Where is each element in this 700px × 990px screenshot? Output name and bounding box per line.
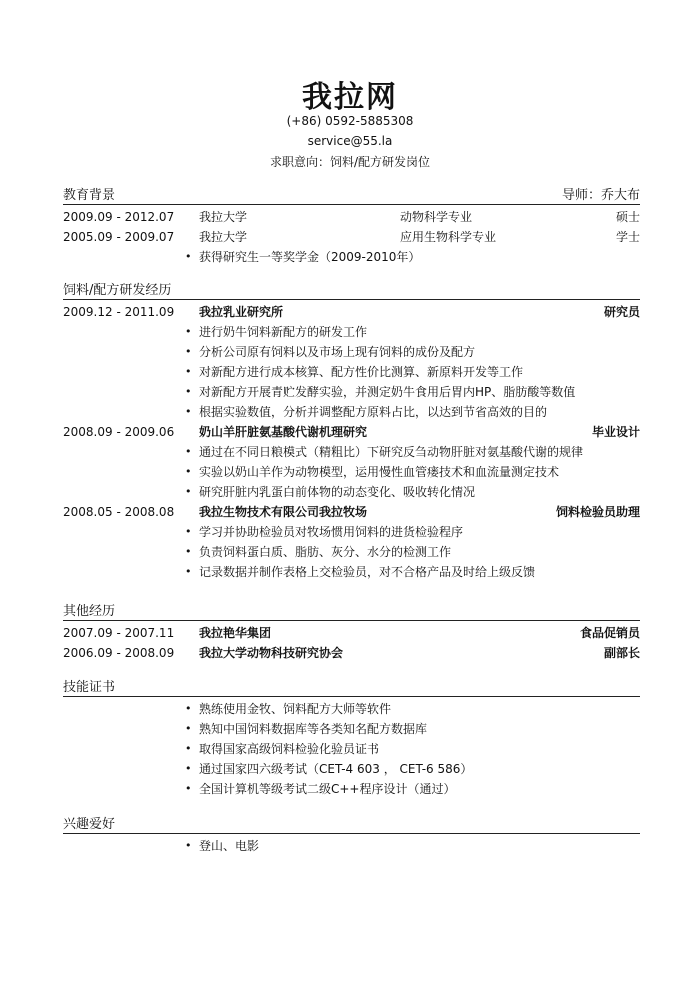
other-date: 2006.09 - 2008.09 <box>63 646 175 660</box>
education-row <box>63 227 640 247</box>
section-title: 技能证书 <box>63 680 116 695</box>
bullet-icon: • <box>185 325 192 338</box>
section-title: 教育背景 <box>63 188 116 203</box>
other-role: 食品促销员 <box>579 626 640 640</box>
resume-name: 我拉网 <box>302 80 398 115</box>
research-entry-heading <box>63 502 640 522</box>
bullet-icon: • <box>185 345 192 358</box>
entry-date: 2008.05 - 2008.08 <box>63 505 175 519</box>
list-item: • 熟知中国饲料数据库等各类知名配方数据库 <box>63 719 640 739</box>
bullet-icon: • <box>185 365 192 378</box>
research-header <box>63 279 640 300</box>
entry-role: 毕业设计 <box>591 425 640 439</box>
other-row <box>63 643 640 663</box>
list-item: • 实验以奶山羊作为动物模型，运用慢性血管瘘技术和血流量测定技术 <box>63 462 640 482</box>
skills-section <box>63 676 640 799</box>
section-title: 其他经历 <box>63 604 116 619</box>
list-item: • 对新配方进行成本核算、配方性价比测算、新原料开发等工作 <box>63 362 640 382</box>
bullet-icon: • <box>185 250 192 263</box>
list-item: • 负责饲料蛋白质、脂肪、灰分、水分的检测工作 <box>63 542 640 562</box>
list-item: • 学习并协助检验员对牧场惯用饲料的进货检验程序 <box>63 522 640 542</box>
other-org: 我拉艳华集团 <box>199 626 272 640</box>
list-item: • 通过在不同日粮模式（精粗比）下研究反刍动物肝脏对氨基酸代谢的规律 <box>63 442 640 462</box>
entry-bullets <box>63 322 640 422</box>
entry-org: 奶山羊肝脏氨基酸代谢机理研究 <box>199 425 368 439</box>
section-title: 饲料/配方研发经历 <box>63 283 172 298</box>
edu-school: 我拉大学 <box>199 230 248 244</box>
other-role: 副部长 <box>603 646 640 660</box>
entry-role: 饲料检验员助理 <box>555 505 640 519</box>
edu-date: 2005.09 - 2009.07 <box>63 230 175 244</box>
list-item: • 登山、电影 <box>63 836 640 856</box>
research-entry-heading <box>63 302 640 322</box>
edu-major: 动物科学专业 <box>400 210 473 224</box>
list-item: • 全国计算机等级考试二级C++程序设计（通过） <box>63 779 640 799</box>
education-row <box>63 207 640 227</box>
email-text: service@55.la <box>307 134 393 148</box>
edu-date: 2009.09 - 2012.07 <box>63 210 175 224</box>
edu-degree: 学士 <box>615 230 640 244</box>
bullet-icon: • <box>185 839 192 852</box>
bullet-icon: • <box>185 742 192 755</box>
bullet-icon: • <box>185 722 192 735</box>
education-section <box>63 184 640 267</box>
bullet-icon: • <box>185 545 192 558</box>
hobbies-section <box>63 813 640 856</box>
bullet-icon: • <box>185 565 192 578</box>
list-item: • 研究肝脏内乳蛋白前体物的动态变化、吸收转化情况 <box>63 482 640 502</box>
list-item: • 取得国家高级饲料检验化验员证书 <box>63 739 640 759</box>
phone-text: (+86) 0592-5885308 <box>286 114 414 128</box>
bullet-icon: • <box>185 465 192 478</box>
advisor-text: 导师：乔大布 <box>561 188 640 203</box>
bullet-icon: • <box>185 525 192 538</box>
edu-degree: 硕士 <box>615 210 640 224</box>
other-header <box>63 600 640 621</box>
bullet-icon: • <box>185 385 192 398</box>
hobbies-header <box>63 813 640 834</box>
other-section <box>63 600 640 663</box>
other-date: 2007.09 - 2007.11 <box>63 626 175 640</box>
list-item: • 获得研究生一等奖学金（2009-2010年） <box>63 247 640 267</box>
entry-date: 2008.09 - 2009.06 <box>63 425 175 439</box>
list-item: • 通过国家四六级考试（CET-4 603 ， CET-6 586） <box>63 759 640 779</box>
list-item: • 根据实验数值，分析并调整配方原料占比，以达到节省高效的目的 <box>63 402 640 422</box>
list-item: • 进行奶牛饲料新配方的研发工作 <box>63 322 640 342</box>
entry-org: 我拉乳业研究所 <box>199 305 284 319</box>
entry-date: 2009.12 - 2011.09 <box>63 305 175 319</box>
bullet-icon: • <box>185 762 192 775</box>
other-row <box>63 623 640 643</box>
entry-bullets <box>63 442 640 502</box>
edu-school: 我拉大学 <box>199 210 248 224</box>
bullet-icon: • <box>185 702 192 715</box>
education-bullets <box>63 247 640 267</box>
skills-header <box>63 676 640 697</box>
entry-bullets <box>63 522 640 582</box>
education-header <box>63 184 640 205</box>
list-item: • 对新配方开展青贮发酵实验，并测定奶牛食用后胃内HP、脂肪酸等数值 <box>63 382 640 402</box>
bullet-icon: • <box>185 782 192 795</box>
bullet-icon: • <box>185 445 192 458</box>
bullet-icon: • <box>185 405 192 418</box>
hobbies-bullets <box>63 836 640 856</box>
skills-bullets <box>63 699 640 799</box>
bullet-icon: • <box>185 485 192 498</box>
section-title: 兴趣爱好 <box>63 817 116 832</box>
entry-role: 研究员 <box>603 305 640 319</box>
entry-org: 我拉生物技术有限公司我拉牧场 <box>199 505 368 519</box>
other-org: 我拉大学动物科技研究协会 <box>199 646 344 660</box>
edu-major: 应用生物科学专业 <box>400 230 497 244</box>
list-item: • 记录数据并制作表格上交检验员，对不合格产品及时给上级反馈 <box>63 562 640 582</box>
list-item: • 分析公司原有饲料以及市场上现有饲料的成份及配方 <box>63 342 640 362</box>
list-item: • 熟练使用金牧、饲料配方大师等软件 <box>63 699 640 719</box>
objective-text: 求职意向：饲料/配方研发岗位 <box>269 155 431 169</box>
research-section <box>63 279 640 582</box>
research-entry-heading <box>63 422 640 442</box>
